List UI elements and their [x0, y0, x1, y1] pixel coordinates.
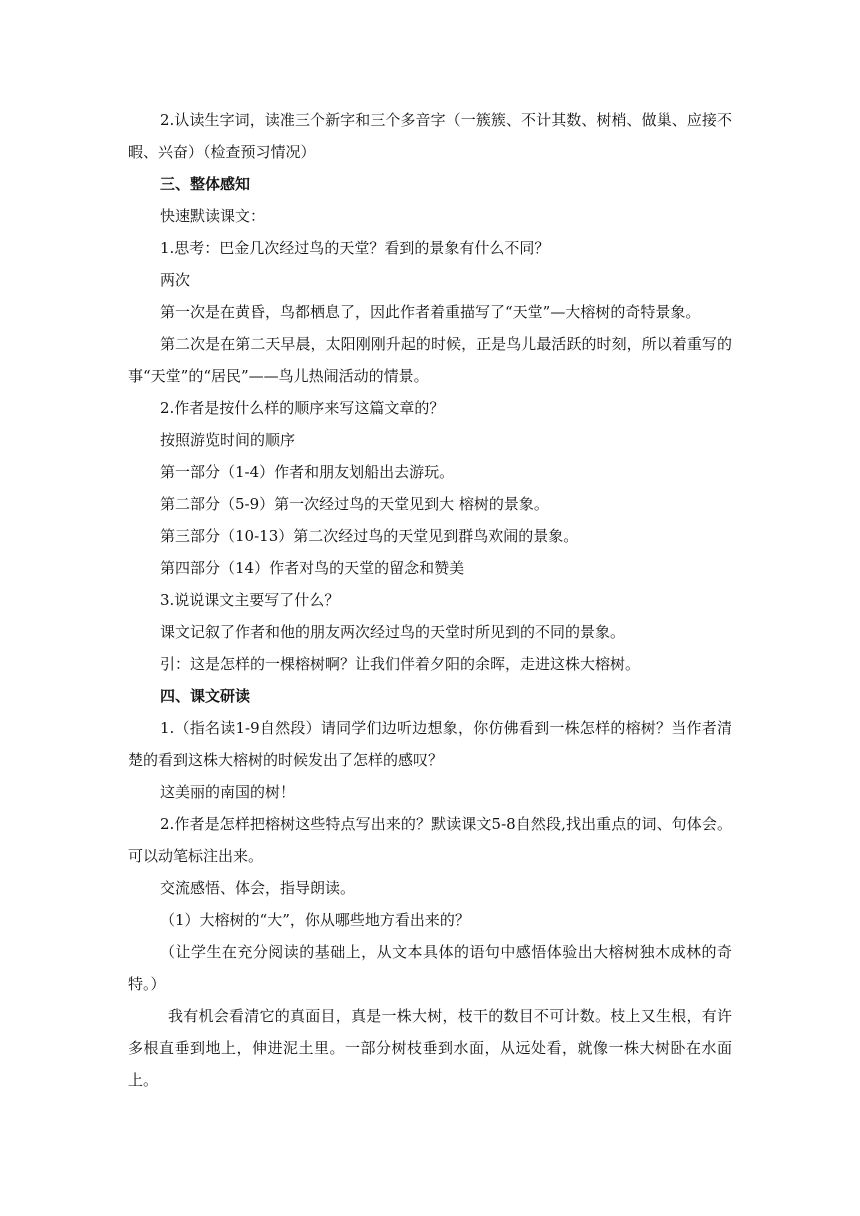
section-heading: 三、整体感知 [160, 175, 251, 193]
section-heading: 四、课文研读 [160, 687, 251, 705]
paragraph: 这美丽的南国的树！ [160, 783, 296, 801]
paragraph: 1.思考：巴金几次经过鸟的天堂？看到的景象有什么不同？ [160, 239, 550, 257]
paragraph: 两次 [160, 271, 191, 289]
paragraph: 3.说说课文主要写了什么？ [160, 591, 340, 609]
paragraph: 课文记叙了作者和他的朋友两次经过鸟的天堂时所见到的不同的景象。 [160, 623, 626, 641]
paragraph: 2.作者是怎样把榕树这些特点写出来的？默读课文5-8自然段,找出重点的词、句体会。可以动笔标注出来。 [128, 815, 732, 865]
paragraph: 1.（指名读1-9自然段）请同学们边听边想象，你仿佛看到一株怎样的榕树？当作者清楚的看到这株大榕树的时候发出了怎样的感叹？ [128, 719, 732, 769]
paragraph: 2.认读生字词，读准三个新字和三个多音字（一簇簇、不计其数、树梢、做巢、应接不暇、兴奋）（检查预习情况） [128, 111, 732, 161]
quoted-passage: 我有机会看清它的真面目，真是一株大树，枝干的数目不可计数。枝上又生根，有许多根直垂到地上，伸进泥土里。一部分树枝垂到水面，从远处看，就像一株大树卧在水面上。 [128, 1007, 732, 1089]
paragraph: 快速默读课文： [160, 207, 266, 225]
paragraph: 引：这是怎样的一棵榕树啊？让我们伴着夕阳的余晖，走进这株大榕树。 [160, 655, 641, 673]
paragraph: 第二部分（5-9）第一次经过鸟的天堂见到大 榕树的景象。 [160, 495, 549, 513]
document-body [128, 104, 732, 1096]
paragraph: （让学生在充分阅读的基础上，从文本具体的语句中感悟体验出大榕树独木成林的奇特。） [128, 943, 732, 993]
paragraph: （1）大榕树的“大”，你从哪些地方看出来的？ [160, 911, 470, 929]
paragraph: 第四部分（14）作者对鸟的天堂的留念和赞美 [160, 559, 465, 577]
paragraph: 第一部分（1-4）作者和朋友划船出去游玩。 [160, 463, 455, 481]
paragraph: 交流感悟、体会，指导朗读。 [160, 879, 356, 897]
paragraph: 2.作者是按什么样的顺序来写这篇文章的？ [160, 399, 445, 417]
paragraph: 第三部分（10-13）第二次经过鸟的天堂见到群鸟欢闹的景象。 [160, 527, 579, 545]
paragraph: 第一次是在黄昏，鸟都栖息了，因此作者着重描写了“天堂”—大榕树的奇特景象。 [160, 303, 701, 321]
paragraph: 按照游览时间的顺序 [160, 431, 296, 449]
paragraph: 第二次是在第二天早晨，太阳刚刚升起的时候，正是鸟儿最活跃的时刻，所以着重写的事“天堂”的“居民”——鸟儿热闹活动的情景。 [128, 335, 732, 385]
